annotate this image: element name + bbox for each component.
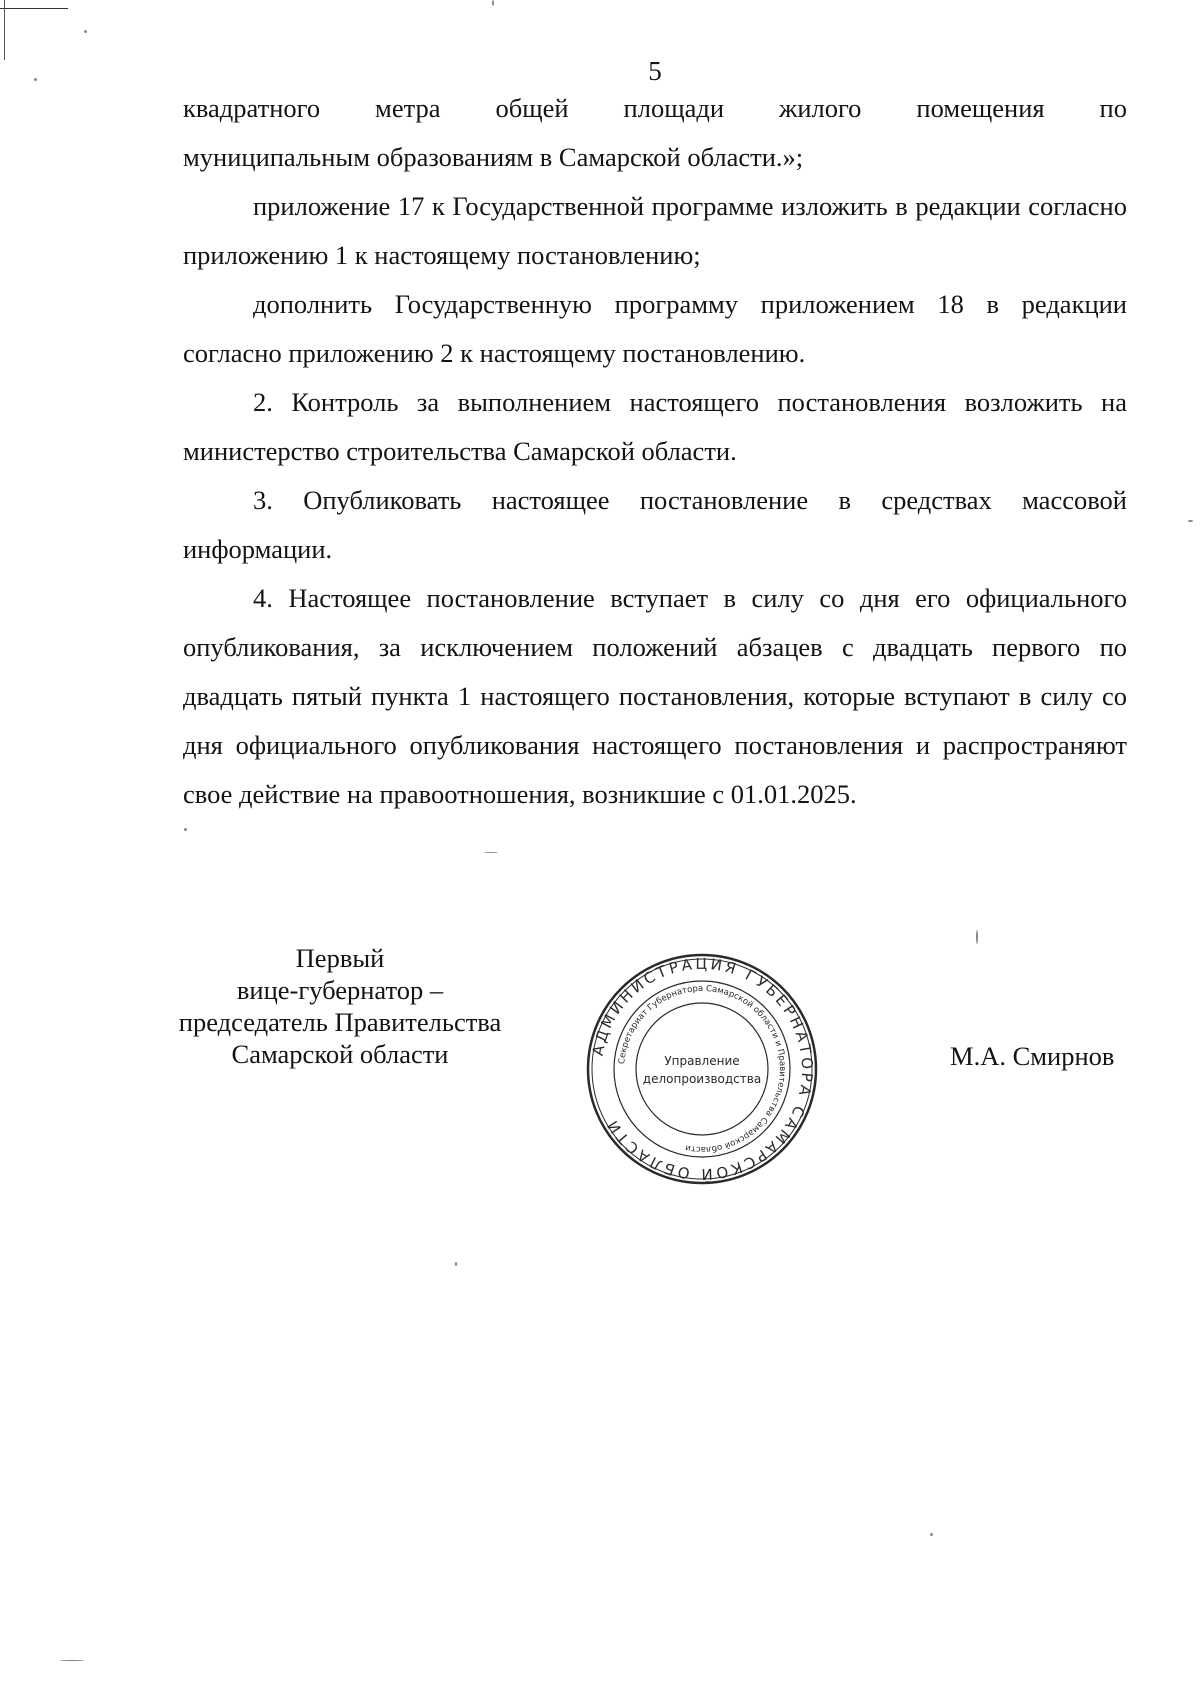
paragraph-item-2: 2. Контроль за выполнением настоящего постановления возложить на министерство строительства Самарской области. [183, 387, 1127, 466]
signatory-name: М.А. Смирнов [950, 1041, 1115, 1071]
paragraph-item-4: 4. Настоящее постановление вступает в силу со дня его официального опубликования, за исключением положений абзацев с двадцать первого по двадцать пятый пункта 1 настоящего постановления, которые вступают в силу со дня официального опубликования настоящего постановления и распространяют свое действие на правоотношения, возникшие с 01.01.2025. [183, 583, 1127, 809]
official-seal [586, 953, 818, 1185]
scan-edge-rule [0, 8, 68, 9]
scan-speck [492, 0, 494, 6]
signatory-title-line: председатель Правительства [178, 1007, 502, 1037]
paragraph-continuation-line1: квадратного метра общей площади жилого помещения по [183, 93, 1127, 123]
paragraph-appendix-18: дополнить Государственную программу приложением 18 в редакции согласно приложению 2 к настоящему постановлению. [183, 289, 1127, 368]
scan-speck [34, 78, 37, 81]
seal-center-line1: Управление [664, 1054, 740, 1068]
scan-speck [60, 1660, 84, 1661]
seal-center-line2: делопроизводства [642, 1072, 762, 1086]
document-body [183, 84, 1127, 819]
scan-speck [484, 852, 498, 853]
signatory-title [160, 942, 520, 1070]
seal-middle-ring [614, 981, 790, 1157]
page-number: 5 [648, 56, 662, 86]
scan-speck [1188, 520, 1193, 522]
scan-speck [930, 1533, 933, 1536]
signatory-title-line: вице-губернатор – [236, 975, 444, 1005]
seal-inner-ring [636, 1003, 768, 1135]
scan-speck [976, 930, 978, 944]
paragraph-appendix-17: приложение 17 к Государственной программе изложить в редакции согласно приложению 1 к настоящему постановлению; [183, 191, 1127, 270]
seal-outer-text: АДМИНИСТРАЦИЯ ГУБЕРНАТОРА САМАРСКОЙ ОБЛАСТИ [588, 954, 817, 1184]
scan-speck [84, 30, 87, 33]
paragraph-continuation-line2: муниципальным образованиям в Самарской области.»; [183, 142, 804, 172]
scan-speck [455, 1262, 457, 1266]
paragraph-item-3: 3. Опубликовать настоящее постановление в средствах массовой информации. [183, 485, 1127, 564]
seal-inner-ring-text: Секретариат Губернатора Самарской области и Правительства Самарской области [617, 983, 788, 1155]
signatory-title-line: Первый [295, 943, 385, 973]
scan-speck [184, 828, 187, 831]
scan-edge-mark [4, 0, 5, 60]
signatory-title-line: Самарской области [231, 1039, 449, 1069]
